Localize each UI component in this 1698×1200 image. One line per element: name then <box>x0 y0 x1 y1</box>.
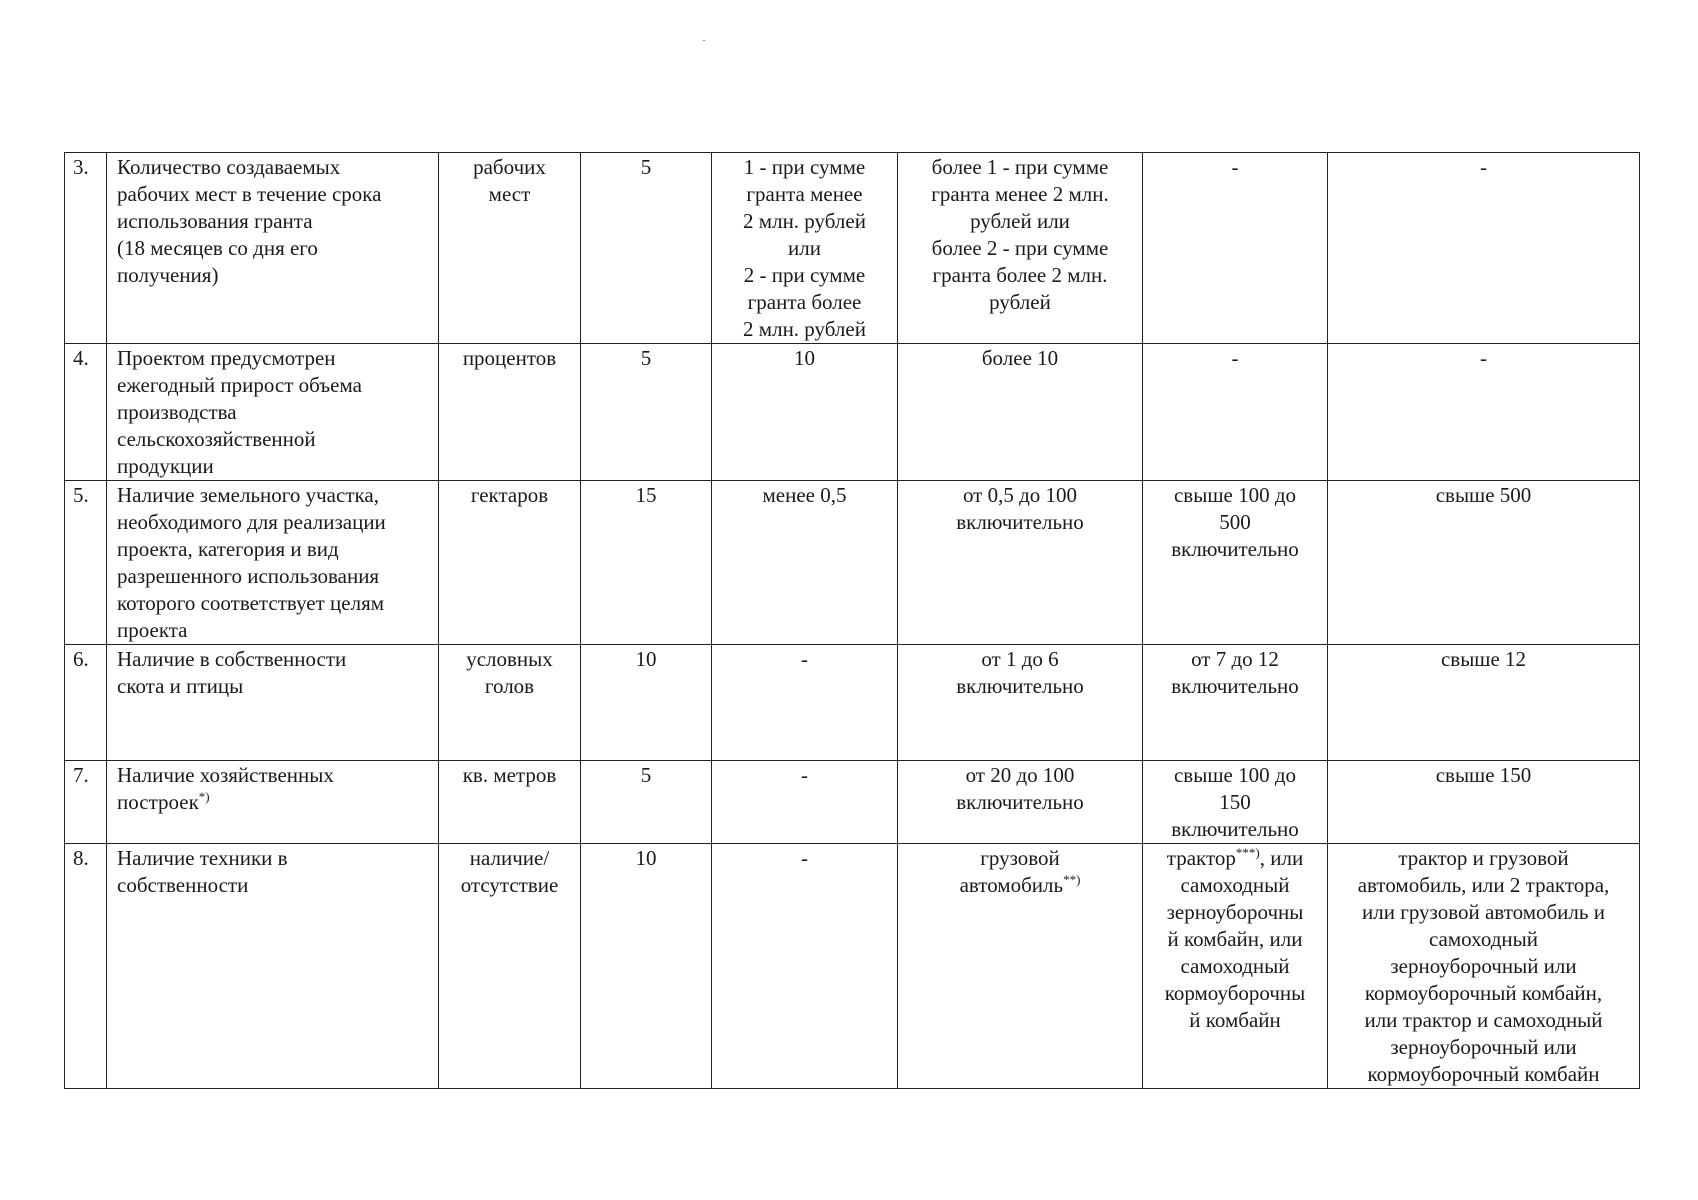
footnote-marker: **) <box>1063 872 1081 887</box>
unit-cell: гектаров <box>439 481 581 645</box>
unit-cell: условных голов <box>439 645 581 761</box>
weight-cell: 5 <box>581 761 712 844</box>
score-cell-4: свыше 150 <box>1328 761 1640 844</box>
criterion-name-text: Наличие хозяйственных построек <box>117 763 334 814</box>
table-row <box>65 481 1640 645</box>
score-cell-2: от 20 до 100 включительно <box>898 761 1143 844</box>
score-cell-3: - <box>1143 344 1328 481</box>
score-cell-2: более 10 <box>898 344 1143 481</box>
score-cell-1: - <box>712 645 898 761</box>
unit-cell: рабочих мест <box>439 153 581 344</box>
table-row <box>65 761 1640 844</box>
score-cell-1: - <box>712 844 898 1089</box>
table-row <box>65 344 1640 481</box>
grant-criteria-table <box>64 152 1640 1089</box>
score-cell-text: грузовой автомобиль <box>959 846 1064 897</box>
score-cell-4: - <box>1328 153 1640 344</box>
weight-cell: 5 <box>581 344 712 481</box>
criterion-name: Проектом предусмотрен ежегодный прирост объема производства сельскохозяйственной продукции <box>107 344 439 481</box>
score-cell-text: , или самоходный зерноуборочны й комбайн, или самоходный кормоуборочны й комбайн <box>1164 846 1306 1032</box>
score-cell-4: трактор и грузовой автомобиль, или 2 трактора, или грузовой автомобиль и самоходный зерноуборочный или кормоуборочный комбайн, или трактор и самоходный зерноуборочный или кормоуборочный комбайн <box>1328 844 1640 1089</box>
footnote-marker: *) <box>198 789 210 804</box>
criterion-name: Количество создаваемых рабочих мест в течение срока использования гранта (18 месяцев со дня его получения) <box>107 153 439 344</box>
footnote-marker: ***) <box>1235 845 1260 860</box>
table-row <box>65 844 1640 1089</box>
score-cell-2 <box>898 844 1143 1089</box>
score-cell-1: 1 - при сумме гранта менее 2 млн. рублей или 2 - при сумме гранта более 2 млн. рублей <box>712 153 898 344</box>
score-cell-4: свыше 500 <box>1328 481 1640 645</box>
score-cell-1: менее 0,5 <box>712 481 898 645</box>
scan-speck <box>703 40 705 41</box>
weight-cell: 10 <box>581 645 712 761</box>
criterion-name: Наличие земельного участка, необходимого для реализации проекта, категория и вид разрешенного использования которого соответствует целям проекта <box>107 481 439 645</box>
score-cell-4: свыше 12 <box>1328 645 1640 761</box>
score-cell-4: - <box>1328 344 1640 481</box>
score-cell-3: - <box>1143 153 1328 344</box>
unit-cell: процентов <box>439 344 581 481</box>
weight-cell: 15 <box>581 481 712 645</box>
row-number: 5. <box>65 481 107 645</box>
row-number: 7. <box>65 761 107 844</box>
row-number: 8. <box>65 844 107 1089</box>
score-cell-2: от 1 до 6 включительно <box>898 645 1143 761</box>
table-row <box>65 645 1640 761</box>
criterion-name <box>107 761 439 844</box>
score-cell-2: более 1 - при сумме гранта менее 2 млн. рублей или более 2 - при сумме гранта более 2 млн. рублей <box>898 153 1143 344</box>
score-cell-2: от 0,5 до 100 включительно <box>898 481 1143 645</box>
score-cell-1: 10 <box>712 344 898 481</box>
score-cell-3: свыше 100 до 500 включительно <box>1143 481 1328 645</box>
score-cell-1: - <box>712 761 898 844</box>
unit-cell: наличие/ отсутствие <box>439 844 581 1089</box>
score-cell-3: от 7 до 12 включительно <box>1143 645 1328 761</box>
score-cell-3 <box>1143 844 1328 1089</box>
table-row <box>65 153 1640 344</box>
unit-cell: кв. метров <box>439 761 581 844</box>
score-cell-text: трактор <box>1166 846 1236 870</box>
weight-cell: 10 <box>581 844 712 1089</box>
row-number: 4. <box>65 344 107 481</box>
criterion-name: Наличие в собственности скота и птицы <box>107 645 439 761</box>
row-number: 3. <box>65 153 107 344</box>
criterion-name: Наличие техники в собственности <box>107 844 439 1089</box>
score-cell-3: свыше 100 до 150 включительно <box>1143 761 1328 844</box>
row-number: 6. <box>65 645 107 761</box>
weight-cell: 5 <box>581 153 712 344</box>
